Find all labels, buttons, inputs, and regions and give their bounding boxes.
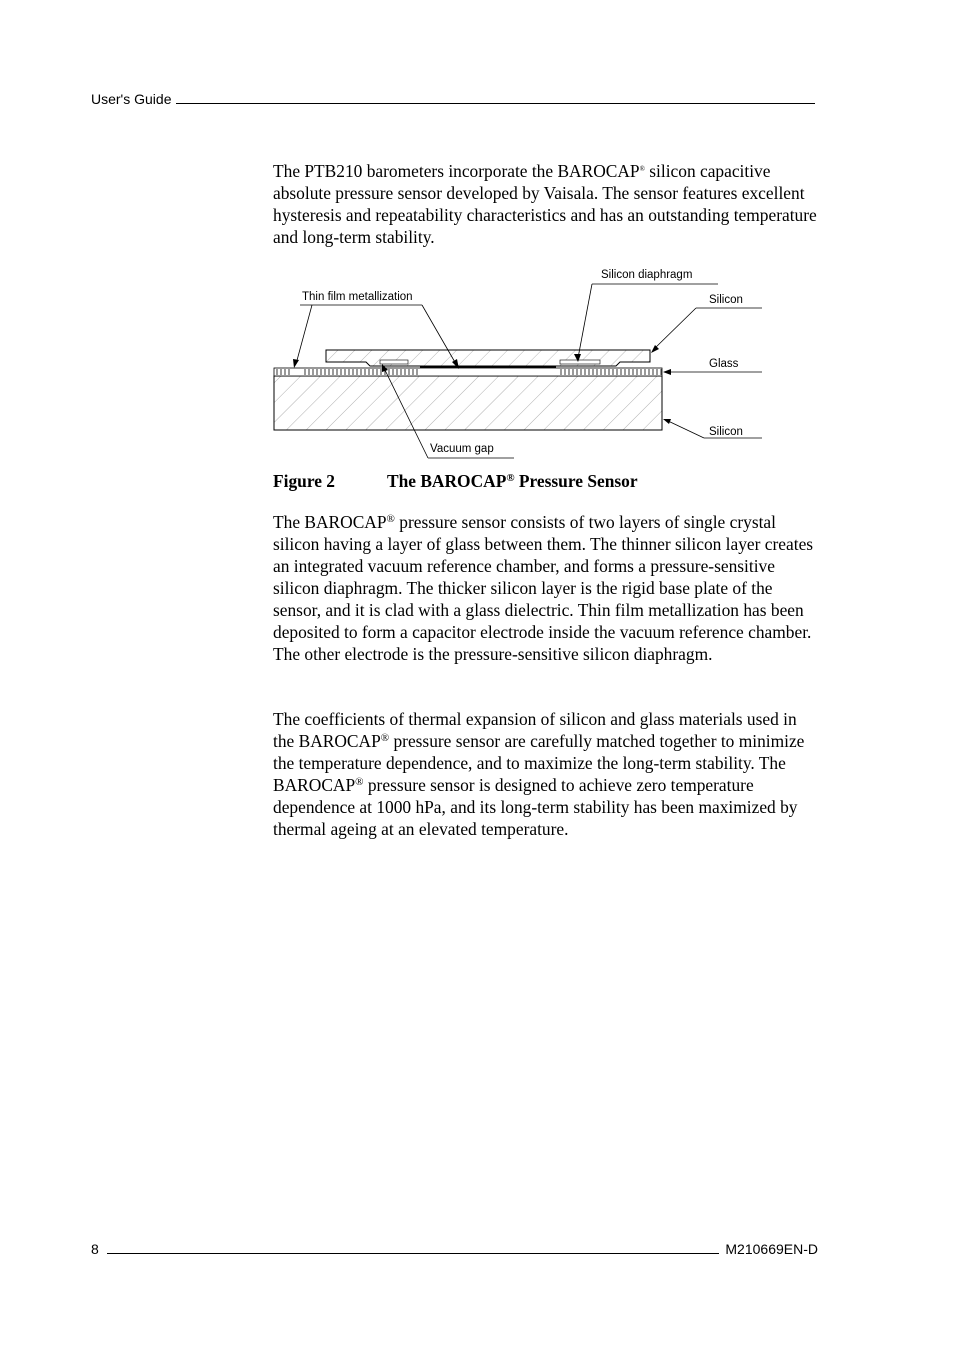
page-footer bbox=[91, 1240, 818, 1258]
label-thin-film: Thin film metallization bbox=[302, 291, 413, 303]
body2-text-c: pressure sensor is designed to achieve zero temperature dependence at 1000 hPa, and its long-term stability has been maximized by thermal ageing at an elevated temperature. bbox=[273, 775, 798, 839]
figure-number: Figure 2 bbox=[273, 471, 335, 491]
footer-rule bbox=[107, 1241, 720, 1254]
body2-text-b: pressure sensor are carefully matched together to minimize the temperature dependence, and to maximize the long-term stability. The BAROCAP bbox=[273, 731, 805, 795]
caption-registered-mark: ® bbox=[506, 472, 515, 484]
header-title: User's Guide bbox=[91, 91, 172, 107]
intro-paragraph bbox=[273, 160, 821, 248]
body-paragraph-2 bbox=[273, 708, 821, 840]
body2-text-a: The coefficients of thermal expansion of silicon and glass materials used in the BAROCAP bbox=[273, 709, 797, 751]
label-silicon-bottom: Silicon bbox=[709, 426, 743, 438]
figure-caption bbox=[273, 470, 638, 492]
sensor-cross-section bbox=[260, 258, 780, 468]
registered-mark: ® bbox=[639, 165, 645, 173]
bottom-silicon-layer bbox=[274, 376, 662, 430]
caption-text-a: The BAROCAP bbox=[387, 471, 507, 491]
registered-mark: ® bbox=[380, 732, 390, 744]
page-header bbox=[91, 90, 815, 108]
label-glass: Glass bbox=[709, 358, 739, 370]
top-silicon-layer bbox=[326, 350, 650, 366]
label-silicon-diaphragm: Silicon diaphragm bbox=[601, 269, 693, 281]
registered-mark: ® bbox=[355, 776, 364, 788]
barocap-sensor-diagram bbox=[260, 258, 780, 468]
body1-text-a: The BAROCAP bbox=[273, 512, 387, 532]
intro-text-a: The PTB210 barometers incorporate the BAROCAP bbox=[273, 161, 640, 181]
label-vacuum-gap: Vacuum gap bbox=[430, 443, 494, 455]
body1-text-b: pressure sensor consists of two layers of single crystal silicon having a layer of glass between them. The thinner silicon layer creates an integrated vacuum reference chamber, and forms a pressure-sensitive silicon diaphragm. The thicker silicon layer is the rigid base plate of the sensor, and it is clad with a glass dielectric. Thin film metallization has been deposited to form a capacitor electrode inside the vacuum reference chamber. The other electrode is the pressure-sensitive silicon diaphragm. bbox=[273, 512, 814, 664]
document-code: M210669EN-D bbox=[725, 1241, 818, 1257]
body-paragraph-1 bbox=[273, 511, 821, 665]
registered-mark: ® bbox=[386, 513, 395, 525]
intro-text-b: silicon capacitive absolute pressure sensor developed by Vaisala. The sensor features excellent hysteresis and repeatability characteristics and has an outstanding temperature and long-term stability. bbox=[273, 161, 817, 247]
header-rule bbox=[176, 91, 815, 104]
caption-text-b: Pressure Sensor bbox=[514, 471, 638, 491]
page-number: 8 bbox=[91, 1241, 99, 1257]
label-silicon-top: Silicon bbox=[709, 294, 743, 306]
